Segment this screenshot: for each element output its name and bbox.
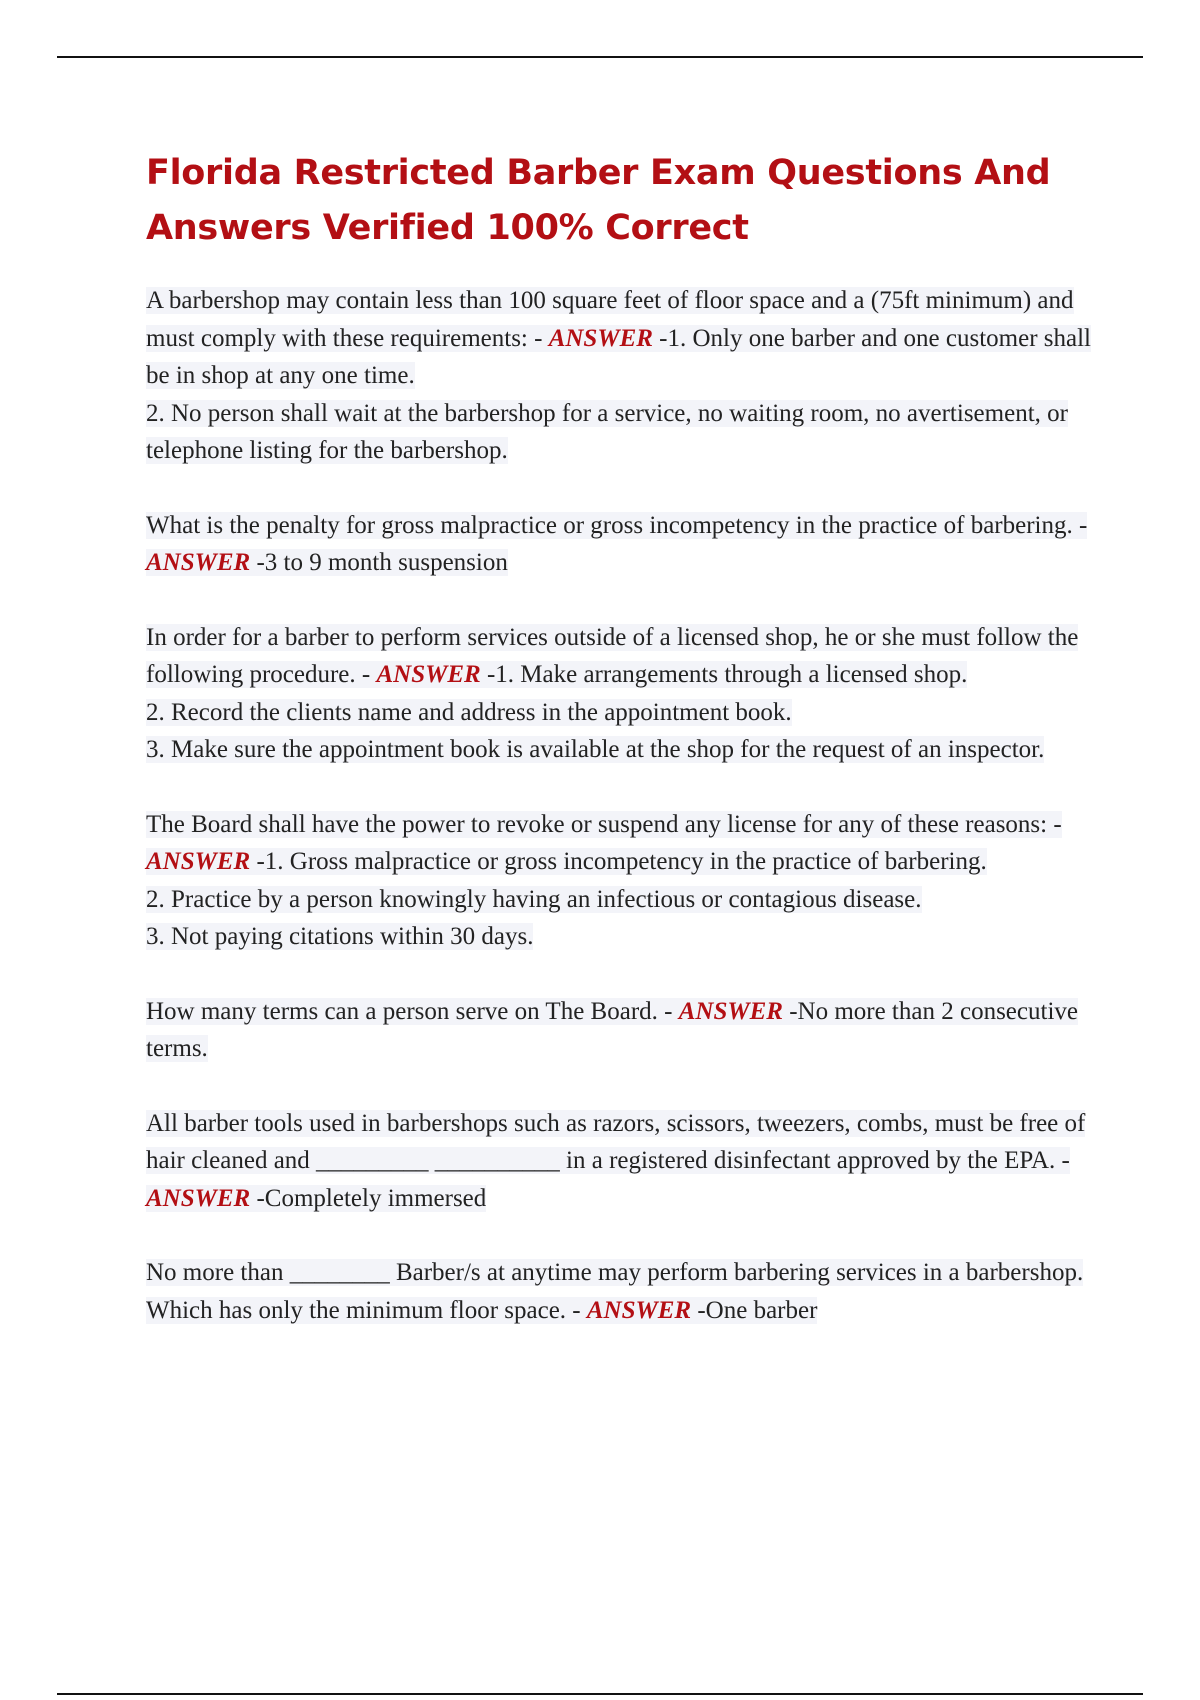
answer-text: -One barber [691, 1296, 818, 1324]
answer-text: -1. Gross malpractice or gross incompetency in the practice of barbering. [250, 848, 987, 875]
answer-text: -1. Only one barber and one customer shall be in shop at any one time. [146, 324, 1091, 389]
answer-text: -Completely immersed [250, 1184, 487, 1212]
answer-label: ANSWER [678, 997, 783, 1025]
answer-text: -1. Make arrangements through a licensed shop. [480, 661, 968, 688]
answer-label: ANSWER [586, 1296, 692, 1324]
question-text: A barbershop may contain less than 100 square feet of floor space and a (75ft minimum) and must comply with these requirements: - [146, 287, 1074, 352]
header-rule [57, 56, 1143, 58]
qa-item [146, 282, 1096, 470]
footer-rule [57, 1693, 1143, 1695]
qa-item [146, 507, 1096, 582]
answer-text: 3. Not paying citations within 30 days. [146, 923, 534, 950]
answer-label: ANSWER [376, 661, 481, 688]
answer-label: ANSWER [146, 848, 251, 875]
document-title: Florida Restricted Barber Exam Questions And Answers Verified 100% Correct [146, 153, 1051, 248]
answer-label: ANSWER [548, 324, 653, 352]
qa-item [146, 806, 1096, 956]
question-text: All barber tools used in barbershops such as razors, scissors, tweezers, combs, must be free of hair cleaned and _________ __________ in a registered disinfectant approved by the EPA. - [146, 1109, 1086, 1174]
answer-text: 2. No person shall wait at the barbershop for a service, no waiting room, no avertisement, or telephone listing for the barbershop. [146, 399, 1068, 464]
question-text: How many terms can a person serve on The Board. - [146, 997, 679, 1025]
question-text: In order for a barber to perform services outside of a licensed shop, he or she must follow the following procedure. - [146, 623, 1079, 688]
question-text: What is the penalty for gross malpractice or gross incompetency in the practice of barbering. - [146, 511, 1088, 539]
qa-item [146, 619, 1096, 769]
question-text: No more than ________ Barber/s at anytime may perform barbering services in a barbershop. Which has only the minimum floor space. - [146, 1259, 1084, 1324]
qa-item [146, 993, 1096, 1068]
answer-text: 2. Practice by a person knowingly having an infectious or contagious disease. [146, 885, 922, 913]
qa-item [146, 1254, 1096, 1329]
answer-label: ANSWER [146, 1184, 251, 1212]
answer-text: -No more than 2 consecutive terms. [146, 997, 1078, 1062]
answer-text: -3 to 9 month suspension [250, 549, 508, 576]
document-body [146, 146, 1096, 1366]
answer-text: 3. Make sure the appointment book is available at the shop for the request of an inspector. [146, 736, 1045, 763]
answer-label: ANSWER [146, 549, 251, 576]
question-text: The Board shall have the power to revoke or suspend any license for any of these reasons: - [146, 810, 1062, 838]
qa-item [146, 1105, 1096, 1218]
answer-text: 2. Record the clients name and address in the appointment book. [146, 698, 792, 726]
